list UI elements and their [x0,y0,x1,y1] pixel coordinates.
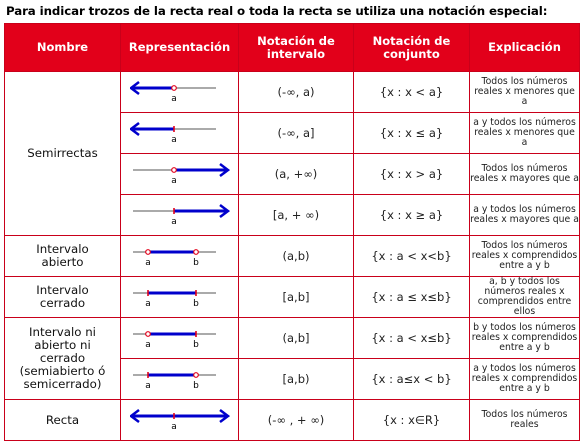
explanation: a y todos los números reales x comprendidos entre a y b [470,359,580,400]
table-row [5,236,580,277]
point-label: b [192,299,199,309]
group-name-recta: Recta [5,400,121,441]
point-label: b [192,381,199,391]
explanation: a y todos los números reales x menores que a [470,113,580,154]
interval-notation: (-∞ , + ∞) [239,400,354,441]
header-notacion-conjunto: Notación de conjunto [354,24,470,72]
representation-cell [121,277,239,318]
point-label: a [170,176,177,186]
explanation: Todos los números reales [470,400,580,441]
representation-cell [121,195,239,236]
set-notation: {x : a ≤ x≤b} [354,277,470,318]
header-nombre: Nombre [5,24,121,72]
set-notation: {x : a < x≤b} [354,318,470,359]
group-name-semirrectas: Semirrectas [5,72,121,236]
representation-cell [121,72,239,113]
point-label: a [170,217,177,227]
number-line-segment-closed-open [130,364,230,394]
interval-notation: (a,b] [239,318,354,359]
number-line-left-ray-open [130,77,230,107]
group-name-intervalo-cerrado: Intervalo cerrado [5,277,121,318]
interval-notation: [a,b) [239,359,354,400]
table-row [5,277,580,318]
representation-cell [121,359,239,400]
group-name-intervalo-abierto: Intervalo abierto [5,236,121,277]
open-endpoint [171,168,176,173]
representation-cell [121,154,239,195]
set-notation: {x : x > a} [354,154,470,195]
point-label: b [192,340,199,350]
representation-cell [121,236,239,277]
point-label: a [144,340,151,350]
number-line-left-ray-closed [130,118,230,148]
representation-cell [121,400,239,441]
set-notation: {x : x < a} [354,72,470,113]
set-notation: {x : a≤x < b} [354,359,470,400]
set-notation: {x : x ≥ a} [354,195,470,236]
point-label: a [170,94,177,104]
table-row [5,72,580,113]
set-notation: {x : x ≤ a} [354,113,470,154]
open-endpoint [171,86,176,91]
notation-table [4,23,580,441]
interval-notation: (a,b) [239,236,354,277]
header-representacion: Representación [121,24,239,72]
interval-notation: (a, +∞) [239,154,354,195]
point-label: a [170,135,177,145]
explanation: a y todos los números reales x mayores que a [470,195,580,236]
set-notation: {x : x∈R} [354,400,470,441]
group-name-semiabierto: Intervalo ni abierto ni cerrado (semiabierto ó semicerrado) [5,318,121,400]
open-endpoint [193,250,198,255]
number-line-segment-open-open [130,241,230,271]
representation-cell [121,318,239,359]
header-explicacion: Explicación [470,24,580,72]
table-row [5,318,580,359]
point-label: a [144,299,151,309]
point-label: b [192,258,199,268]
explanation: b y todos los números reales x comprendidos entre a y b [470,318,580,359]
representation-cell [121,113,239,154]
header-notacion-intervalo: Notación de intervalo [239,24,354,72]
table-row [5,400,580,441]
explanation: Todos los números reales x comprendidos entre a y b [470,236,580,277]
interval-notation: [a, + ∞) [239,195,354,236]
point-label: a [170,422,177,432]
explanation: Todos los números reales x menores que a [470,72,580,113]
number-line-full-line [130,405,230,435]
number-line-right-ray-open [130,159,230,189]
open-endpoint [145,250,150,255]
number-line-segment-open-closed [130,323,230,353]
explanation: a, b y todos los números reales x comprendidos entre ellos [470,277,580,318]
point-label: a [144,381,151,391]
explanation: Todos los números reales x mayores que a [470,154,580,195]
open-endpoint [145,332,150,337]
interval-notation: (-∞, a) [239,72,354,113]
interval-notation: [a,b] [239,277,354,318]
set-notation: {x : a < x<b} [354,236,470,277]
interval-notation: (-∞, a] [239,113,354,154]
number-line-right-ray-closed [130,200,230,230]
point-label: a [144,258,151,268]
header-row [5,24,580,72]
number-line-segment-closed-closed [130,282,230,312]
open-endpoint [193,373,198,378]
page-title: Para indicar trozos de la recta real o toda la recta se utiliza una notación especial: [6,4,548,18]
